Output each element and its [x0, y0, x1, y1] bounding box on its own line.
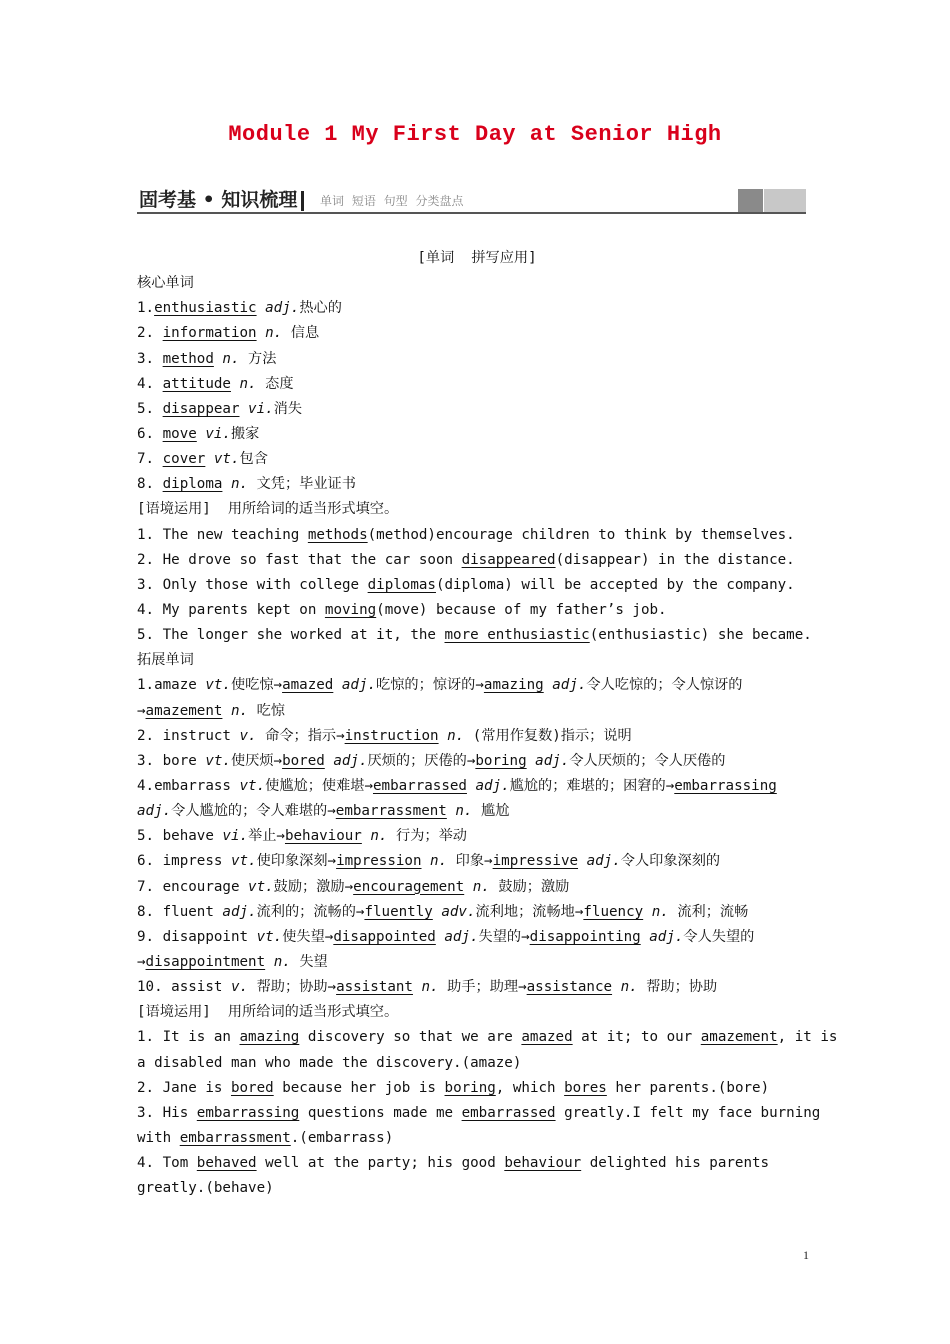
- text-line: [137, 372, 817, 397]
- answer-word: cover: [162, 451, 206, 468]
- text-run: 1.: [137, 300, 155, 317]
- answer-word: fluently: [364, 903, 433, 920]
- part-of-speech: adj.: [137, 803, 172, 820]
- part-of-speech: adj.: [333, 752, 368, 769]
- text-run: , which: [495, 1079, 565, 1096]
- text-run: 7.: [137, 451, 163, 468]
- text-run: 令人厌烦的；令人厌倦的: [569, 752, 726, 769]
- answer-word: disappointing: [529, 928, 641, 945]
- text-line: [137, 523, 817, 548]
- text-run: [231, 376, 240, 392]
- answer-word: amazement: [700, 1029, 778, 1046]
- text-run: 使尴尬；使难堪→: [265, 777, 373, 794]
- part-of-speech: adj.: [552, 677, 587, 694]
- text-run: 8. fluent: [137, 903, 223, 920]
- answer-word: embarrassed: [372, 777, 467, 794]
- answer-word: behaviour: [504, 1155, 582, 1172]
- page-number: 1: [803, 1248, 809, 1262]
- text-run: 2. He drove so fast that the car soon: [137, 551, 462, 568]
- answer-word: bores: [564, 1079, 607, 1096]
- text-run: 失望: [290, 953, 328, 970]
- text-run: [222, 476, 231, 492]
- text-run: [643, 904, 652, 920]
- text-run: (method)encourage children to think by themselves.: [367, 526, 795, 543]
- part-of-speech: vt.: [205, 677, 231, 694]
- answer-word: diplomas: [367, 576, 436, 593]
- text-run: 吃惊的；惊讶的→: [376, 677, 484, 694]
- part-of-speech: n.: [620, 979, 638, 996]
- text-run: 鼓励；激励: [489, 878, 570, 895]
- answer-word: behaved: [196, 1155, 257, 1172]
- text-line: [137, 900, 817, 925]
- text-run: [578, 853, 587, 869]
- answer-word: impression: [336, 853, 422, 870]
- text-run: 吃惊: [248, 702, 285, 719]
- text-run: with: [137, 1129, 180, 1146]
- text-run: 令人印象深刻的: [620, 853, 721, 870]
- section-header: [137, 184, 806, 214]
- text-run: 命令；指示→: [256, 727, 345, 744]
- answer-word: moving: [324, 601, 377, 618]
- answer-word: method: [162, 350, 214, 367]
- text-run: (disappear) in the distance.: [555, 551, 795, 568]
- text-run: 6. impress: [137, 853, 231, 870]
- text-line: [137, 774, 817, 799]
- text-run: 使印象深刻→: [256, 853, 337, 870]
- text-line: [137, 699, 817, 724]
- text-line: [137, 271, 817, 296]
- text-run: [641, 929, 650, 945]
- part-of-speech: n.: [447, 727, 465, 744]
- document-body: [137, 246, 838, 1201]
- answer-word: disappeared: [461, 551, 556, 568]
- text-run: 1. The new teaching: [137, 526, 308, 543]
- text-run: 使失望→: [282, 928, 334, 945]
- text-line: [137, 548, 817, 573]
- text-line: [137, 673, 817, 698]
- text-run: (move) because of my father’s job.: [376, 601, 667, 618]
- text-line: [137, 623, 817, 648]
- text-line: [137, 925, 817, 950]
- text-run: 7. encourage: [137, 878, 249, 895]
- text-run: [422, 853, 431, 869]
- part-of-speech: n.: [430, 853, 448, 870]
- text-run: 3. His: [137, 1104, 197, 1121]
- answer-word: disappear: [162, 400, 240, 417]
- answer-word: fluency: [583, 903, 644, 920]
- text-run: 10. assist: [137, 979, 231, 996]
- text-run: 热心的: [299, 300, 342, 317]
- text-run: 令人尴尬的；令人难堪的→: [171, 803, 336, 820]
- text-run: 厌烦的；厌倦的→: [367, 752, 476, 769]
- text-run: 4.: [137, 375, 163, 392]
- part-of-speech: adv.: [441, 903, 476, 920]
- part-of-speech: n.: [273, 953, 291, 970]
- section-tags: 单词 短语 句型 分类盘点: [320, 194, 464, 208]
- section-title: [139, 185, 308, 212]
- text-run: 使吃惊→: [230, 677, 283, 694]
- text-line: [137, 347, 817, 372]
- answer-word: embarrassing: [196, 1104, 300, 1121]
- text-run: 文凭；毕业证书: [248, 476, 356, 493]
- part-of-speech: vt.: [213, 451, 240, 468]
- part-of-speech: vt.: [230, 853, 257, 870]
- text-run: [单词 拼写应用]: [417, 250, 537, 266]
- text-line: [137, 849, 817, 874]
- text-line: [137, 472, 817, 497]
- text-run: her parents.(bore): [606, 1079, 770, 1096]
- part-of-speech: vi.: [222, 828, 249, 845]
- text-run: 搬家: [230, 425, 260, 442]
- text-line: [137, 246, 817, 271]
- text-run: [413, 979, 422, 995]
- answer-word: bored: [282, 752, 325, 769]
- text-run: (常用作复数)指示；说明: [464, 727, 632, 744]
- answer-word: amazing: [483, 677, 544, 694]
- answer-word: boring: [444, 1079, 496, 1096]
- text-run: 消失: [273, 400, 303, 417]
- text-run: greatly.I felt my face burning: [555, 1104, 821, 1121]
- text-line: [137, 975, 817, 1000]
- text-run: 6.: [137, 425, 163, 442]
- text-run: 2.: [137, 325, 163, 342]
- part-of-speech: n.: [370, 828, 388, 845]
- text-run: [222, 703, 231, 719]
- text-run: 2. Jane is: [137, 1079, 231, 1096]
- text-run: 1.amaze: [137, 677, 206, 694]
- text-run: 4. Tom: [137, 1155, 197, 1172]
- text-run: 态度: [256, 375, 294, 392]
- text-run: 令人失望的: [683, 928, 755, 945]
- part-of-speech: v.: [239, 727, 257, 744]
- part-of-speech: vt.: [248, 878, 274, 895]
- text-line: [137, 573, 817, 598]
- text-run: [257, 325, 266, 341]
- text-run: [467, 778, 476, 794]
- answer-word: assistance: [526, 979, 613, 996]
- part-of-speech: adj.: [444, 928, 479, 945]
- text-run: questions made me: [299, 1104, 462, 1121]
- text-run: 信息: [282, 325, 320, 342]
- page-title: Module 1 My First Day at Senior High: [228, 122, 722, 147]
- part-of-speech: vi.: [248, 400, 274, 417]
- text-run: 行为；举动: [387, 828, 467, 845]
- header-decoration-light: [764, 189, 806, 212]
- part-of-speech: adj.: [586, 853, 621, 870]
- text-run: 5.: [137, 400, 163, 417]
- text-line: [137, 321, 817, 346]
- text-line: [137, 950, 817, 975]
- answer-word: enthusiastic: [154, 300, 257, 317]
- text-run: 3.: [137, 350, 163, 367]
- answer-word: information: [162, 325, 257, 342]
- part-of-speech: vt.: [205, 752, 231, 769]
- text-run: well at the party; his good: [256, 1155, 505, 1172]
- part-of-speech: vt.: [256, 928, 283, 945]
- text-line: [137, 1051, 817, 1076]
- text-run: 尴尬的；难堪的；困窘的→: [509, 777, 675, 794]
- text-run: [语境运用] 用所给词的适当形式填空。: [137, 1004, 399, 1021]
- text-run: 2. instruct: [137, 727, 240, 744]
- text-line: [137, 422, 817, 447]
- section-divider-bar: [301, 191, 304, 211]
- part-of-speech: n.: [230, 702, 249, 719]
- text-run: 5. behave: [137, 828, 223, 845]
- part-of-speech: n.: [239, 375, 257, 392]
- part-of-speech: vi.: [205, 425, 231, 442]
- text-line: [137, 648, 817, 673]
- text-line: [137, 296, 817, 321]
- text-run: , it is: [777, 1029, 838, 1046]
- text-run: 3. Only those with college: [137, 576, 368, 593]
- text-run: greatly.(behave): [137, 1180, 274, 1197]
- answer-word: assistant: [336, 979, 413, 996]
- text-run: [612, 979, 621, 995]
- text-run: [544, 677, 553, 693]
- answer-word: behaviour: [284, 828, 362, 845]
- text-line: [137, 1025, 838, 1050]
- header-decoration-dark: [738, 189, 763, 212]
- text-run: (diploma) will be accepted by the company.: [435, 576, 795, 593]
- text-line: [137, 824, 817, 849]
- text-run: [257, 300, 266, 316]
- part-of-speech: adj.: [265, 300, 300, 317]
- answer-word: bored: [230, 1079, 274, 1096]
- text-line: [137, 598, 817, 623]
- text-run: 令人吃惊的；令人惊讶的: [586, 677, 743, 694]
- answer-word: disappointed: [333, 928, 436, 945]
- answer-word: amazement: [145, 702, 223, 719]
- text-line: [137, 1076, 817, 1101]
- answer-word: boring: [475, 752, 527, 769]
- answer-word: diploma: [162, 476, 223, 493]
- part-of-speech: adj.: [222, 903, 257, 920]
- answer-word: disappointment: [145, 953, 266, 970]
- text-run: 1. It is an: [137, 1029, 240, 1046]
- text-run: 帮助；协助: [637, 979, 718, 996]
- answer-word: methods: [307, 526, 368, 543]
- answer-word: amazing: [239, 1029, 300, 1046]
- text-run: 助手；助理→: [438, 979, 527, 996]
- part-of-speech: adj.: [649, 928, 684, 945]
- text-line: [137, 724, 817, 749]
- text-run: a disabled man who made the discovery.(amaze): [137, 1054, 522, 1071]
- text-run: →: [137, 953, 146, 970]
- header-underline: [137, 212, 806, 214]
- text-run: 包含: [239, 451, 268, 468]
- part-of-speech: adj.: [475, 777, 510, 794]
- part-of-speech: v.: [230, 979, 249, 996]
- text-line: [137, 1000, 817, 1025]
- text-run: discovery so that we are: [299, 1029, 522, 1046]
- text-run: 帮助；协助→: [248, 979, 337, 996]
- answer-word: embarrassing: [674, 777, 777, 794]
- answer-word: instruction: [344, 727, 439, 744]
- text-run: 失望的→: [478, 928, 530, 945]
- text-run: 使厌烦→: [230, 752, 283, 769]
- part-of-speech: vt.: [239, 777, 266, 794]
- text-run: 流利地；流畅地→: [475, 903, 584, 920]
- answer-word: attitude: [162, 375, 231, 392]
- answer-word: move: [162, 425, 197, 442]
- text-line: [137, 397, 817, 422]
- text-run: →: [137, 702, 146, 719]
- text-run: 4.embarrass: [137, 777, 240, 794]
- part-of-speech: adj.: [535, 752, 570, 769]
- answer-word: encouragement: [353, 878, 465, 895]
- text-run: because her job is: [273, 1079, 445, 1096]
- text-run: [240, 401, 249, 417]
- text-run: delighted his parents: [581, 1155, 770, 1172]
- text-run: 4. My parents kept on: [137, 601, 325, 618]
- text-run: [333, 677, 342, 693]
- text-run: 3. bore: [137, 752, 206, 769]
- answer-word: embarrassed: [461, 1104, 556, 1121]
- text-line: [137, 1176, 817, 1201]
- part-of-speech: n.: [651, 903, 669, 920]
- part-of-speech: n.: [421, 979, 439, 996]
- part-of-speech: n.: [455, 803, 473, 820]
- text-run: [265, 954, 274, 970]
- text-line: [137, 497, 817, 522]
- text-run: 鼓励；激励→: [273, 878, 354, 895]
- text-run: 流利的；流畅的→: [256, 903, 365, 920]
- section-title-text: 固考基 • 知识梳理: [139, 189, 298, 211]
- text-run: [439, 728, 448, 744]
- text-run: [205, 451, 214, 467]
- part-of-speech: n.: [230, 476, 249, 493]
- text-run: 尴尬: [472, 803, 510, 820]
- text-run: 方法: [239, 350, 277, 367]
- text-line: [137, 1126, 817, 1151]
- text-run: [464, 879, 473, 895]
- text-line: [137, 875, 817, 900]
- text-run: [527, 753, 536, 769]
- text-run: .(embarrass): [290, 1129, 394, 1146]
- text-line: [137, 1101, 821, 1126]
- answer-word: embarrassment: [335, 803, 447, 820]
- text-run: 8.: [137, 476, 163, 493]
- text-line: [137, 1151, 817, 1176]
- answer-word: more enthusiastic: [444, 627, 590, 644]
- text-run: 拓展单词: [137, 652, 194, 669]
- answer-word: amazed: [282, 677, 334, 694]
- part-of-speech: n.: [222, 350, 240, 367]
- text-run: 9. disappoint: [137, 928, 257, 945]
- text-run: 举止→: [248, 828, 285, 845]
- text-line: [137, 749, 817, 774]
- text-run: (enthusiastic) she became.: [589, 627, 812, 644]
- answer-word: impressive: [492, 853, 579, 870]
- answer-word: amazed: [521, 1029, 573, 1046]
- text-run: 流利；流畅: [668, 903, 749, 920]
- part-of-speech: n.: [472, 878, 490, 895]
- text-line: [137, 799, 817, 824]
- text-run: 5. The longer she worked at it, the: [137, 627, 445, 644]
- text-run: at it; to our: [572, 1029, 701, 1046]
- answer-word: embarrassment: [179, 1129, 291, 1146]
- text-run: 核心单词: [137, 275, 194, 292]
- text-line: [137, 447, 817, 472]
- text-run: [语境运用] 用所给词的适当形式填空。: [137, 501, 399, 518]
- part-of-speech: adj.: [341, 677, 377, 694]
- part-of-speech: n.: [265, 325, 283, 342]
- text-run: 印象→: [447, 853, 493, 870]
